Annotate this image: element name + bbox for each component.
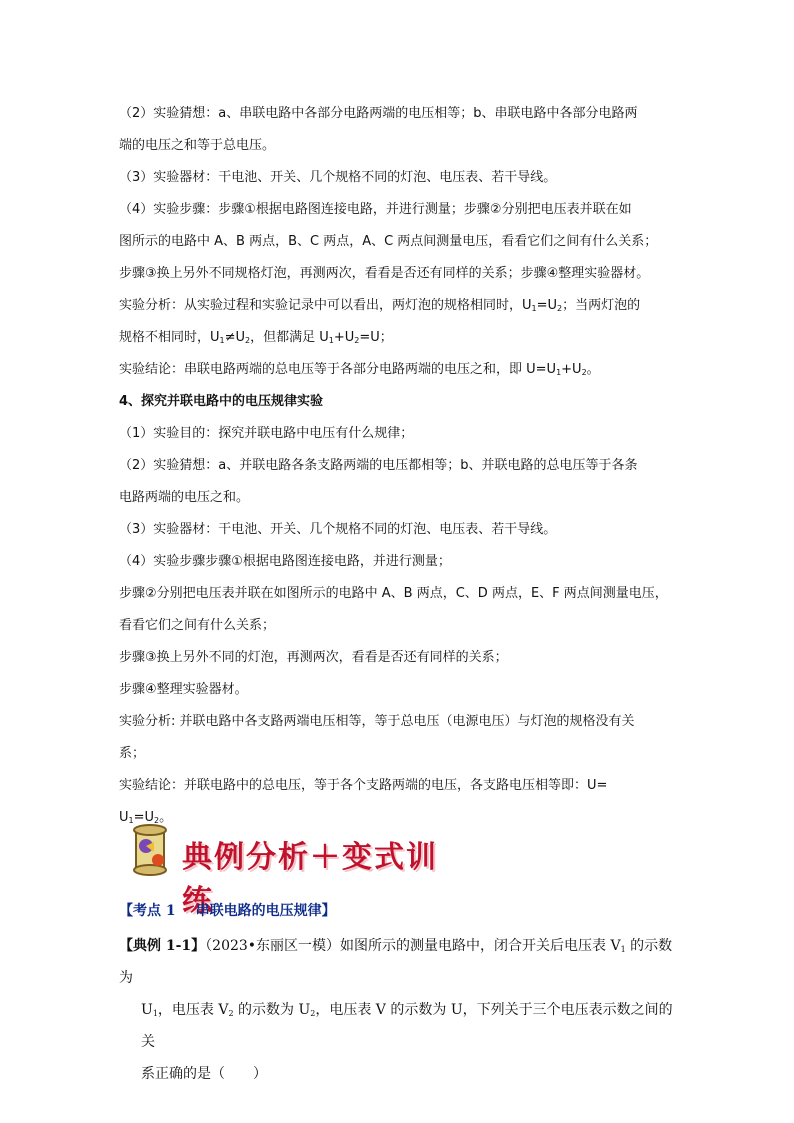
section-heading: 4、探究并联电路中的电压规律实验 xyxy=(119,394,324,409)
example-tag: 【典例 1-1】 xyxy=(119,938,206,954)
example-line: 【典例 1-1】（2023•东丽区一模）如图所示的测量电路中，闭合开关后电压表 $V_1$ 的示数为 xyxy=(119,938,673,986)
paragraph: （4）实验步骤步骤①根据电路图连接电路，并进行测量； xyxy=(119,554,451,569)
paragraph: $U_1=U_2$。 xyxy=(119,810,173,825)
paragraph: （1）实验目的：探究并联电路中电压有什么规律； xyxy=(119,426,414,441)
paragraph: 步骤③换上另外不同的灯泡，再测两次，看看是否还有同样的关系； xyxy=(119,650,508,665)
paragraph: （3）实验器材：干电池、开关、几个规格不同的灯泡、电压表、若干导线。 xyxy=(119,170,557,185)
paragraph: 实验结论：串联电路两端的总电压等于各部分电路两端的电压之和，即 $U=U_1+U_2$。 xyxy=(119,362,600,377)
topic-heading xyxy=(119,900,336,920)
paragraph: （2）实验猜想：a、并联电路各条支路两端的电压都相等；b、并联电路的总电压等于各条 xyxy=(119,458,638,473)
paragraph: （4）实验步骤：步骤①根据电路图连接电路，并进行测量；步骤②分别把电压表并联在如 xyxy=(119,202,632,217)
paragraph: 电路两端的电压之和。 xyxy=(119,490,250,505)
paragraph: 步骤③换上另外不同规格灯泡，再测两次，看看是否还有同样的关系；步骤④整理实验器材。 xyxy=(119,266,650,281)
example-line: $U_1$，电压表 $V_2$ 的示数为 $U_2$，电压表 V 的示数为 U，下列关于三个电压表示数之间的关 xyxy=(141,1002,673,1050)
topic-title: 串联电路的电压规律】 xyxy=(195,903,336,919)
paragraph: 实验分析：从实验过程和实验记录中可以看出，两灯泡的规格相同时，$U_1=U_2$；当两灯泡的 xyxy=(119,298,641,313)
example-question xyxy=(119,930,679,1090)
paragraph: 规格不相同时，$U_1\ne U_2$，但都满足 $U_1+U_2=U$； xyxy=(119,330,393,345)
paragraph: （3）实验器材：干电池、开关、几个规格不同的灯泡、电压表、若干导线。 xyxy=(119,522,557,537)
paragraph: 系； xyxy=(119,746,146,761)
paragraph: 步骤④整理实验器材。 xyxy=(119,682,248,697)
paragraph: 实验分析: 并联电路中各支路两端电压相等，等于总电压（电源电压）与灯泡的规格没有关 xyxy=(119,714,635,729)
topic-tag: 【考点 1 xyxy=(119,903,176,919)
scroll-icon xyxy=(124,824,176,880)
paragraph: 步骤②分别把电压表并联在如图所示的电路中 A、B 两点，C、D 两点，E、F 两点间测量电压， xyxy=(119,586,668,601)
paragraph: （2）实验猜想：a、串联电路中各部分电路两端的电压相等；b、串联电路中各部分电路两 xyxy=(119,106,638,121)
paragraph: 图所示的电路中 A、B 两点，B、C 两点，A、C 两点间测量电压，看看它们之间有什么关系； xyxy=(119,234,658,249)
paragraph: 端的电压之和等于总电压。 xyxy=(119,138,276,153)
paragraph: 实验结论：并联电路中的总电压，等于各个支路两端的电压，各支路电压相等即：U= xyxy=(119,778,608,793)
example-line: 系正确的是（ ） xyxy=(141,1066,267,1082)
paragraph: 看看它们之间有什么关系； xyxy=(119,618,276,633)
document-body xyxy=(119,98,679,834)
banner-title: 典例分析＋变式训练 xyxy=(182,840,438,919)
